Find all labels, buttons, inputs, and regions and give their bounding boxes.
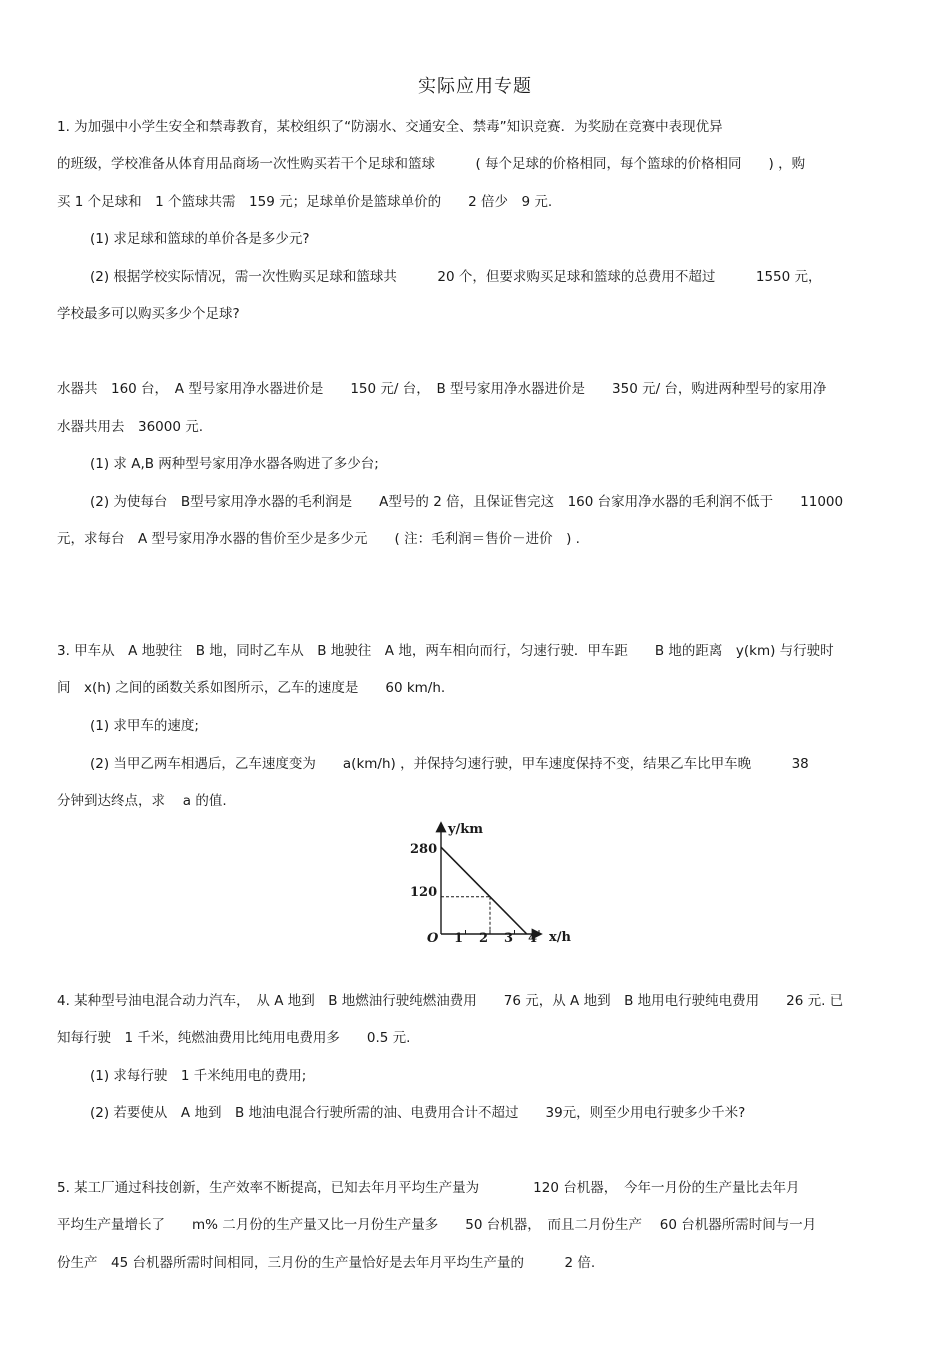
x-tick-label: 4 — [528, 931, 538, 946]
x-axis-label: x/h — [549, 930, 571, 945]
page-title: 实际应用专题 — [418, 76, 532, 97]
q2-part-2: (2) 为使每台 B型号家用净水器的毛利润是 A型号的 2 倍，且保证售完这 160 台家用净水器的毛利润不低于 11000 — [90, 494, 844, 510]
q1-part-2: (2) 根据学校实际情况，需一次性购买足球和篮球共 20 个，但要求购买足球和篮球的总费用不超过 1550 元， — [90, 269, 822, 285]
q2-line-2: 水器共用去 36000 元. — [57, 419, 204, 435]
q4-part-1: (1) 求每行驶 1 千米纯用电的费用; — [90, 1068, 307, 1084]
q4-part-2: (2) 若要使从 A 地到 B 地油电混合行驶所需的油、电费用合计不超过 39元，则至少用电行驶多少千米? — [90, 1105, 746, 1121]
q1-part-2-cont: 学校最多可以购买多少个足球? — [57, 306, 240, 322]
q1-line-1: 1. 为加强中小学生安全和禁毒教育，某校组织了“防溺水、交通安全、禁毒”知识竞赛．为奖励在竞赛中表现优异 — [57, 119, 723, 135]
q4-line-2: 知每行驶 1 千米，纯燃油费用比纯用电费用多 0.5 元. — [57, 1030, 411, 1046]
y-tick-label: 280 — [410, 842, 438, 857]
q4-line-1: 4. 某种型号油电混合动力汽车， 从 A 地到 B 地燃油行驶纯燃油费用 76 元，从 A 地到 B 地用电行驶纯电费用 26 元. 已 — [57, 993, 844, 1009]
q2-line-1: 水器共 160 台， A 型号家用净水器进价是 150 元/ 台， B 型号家用净水器进价是 350 元/ 台，购进两种型号的家用净 — [57, 381, 827, 397]
q3-part-2: (2) 当甲乙两车相遇后，乙车速度变为 a(km/h) ，并保持匀速行驶，甲车速度保持不变，结果乙车比甲车晚 38 — [90, 756, 809, 772]
q2-part-2-cont: 元，求每台 A 型号家用净水器的售价至少是多少元 ( 注：毛利润＝售价－进价 ) . — [57, 531, 580, 547]
distance-time-graph — [406, 818, 576, 946]
q3-part-1: (1) 求甲车的速度; — [90, 718, 199, 734]
x-tick-label: 2 — [479, 931, 489, 946]
q5-line-1: 5. 某工厂通过科技创新，生产效率不断提高，已知去年月平均生产量为 120 台机器， 今年一月份的生产量比去年月 — [57, 1180, 800, 1196]
y-tick-label: 120 — [410, 885, 438, 900]
x-tick-label: 3 — [504, 931, 514, 946]
q2-part-1: (1) 求 A,B 两种型号家用净水器各购进了多少台; — [90, 456, 379, 472]
q5-line-2: 平均生产量增长了 m% 二月份的生产量又比一月份生产量多 50 台机器， 而且二月份生产 60 台机器所需时间与一月 — [57, 1217, 817, 1233]
q5-line-3: 份生产 45 台机器所需时间相同，三月份的生产量恰好是去年月平均生产量的 2 倍. — [57, 1255, 596, 1271]
x-tick-label: 1 — [454, 931, 464, 946]
q1-line-2: 的班级，学校准备从体育用品商场一次性购买若干个足球和篮球 ( 每个足球的价格相同，每个篮球的价格相同 ) ，购 — [57, 156, 806, 172]
q3-line-2: 间 x(h) 之间的函数关系如图所示，乙车的速度是 60 km/h. — [57, 680, 446, 696]
car-jia-distance-line — [441, 847, 527, 934]
q1-line-3: 买 1 个足球和 1 个篮球共需 159 元；足球单价是篮球单价的 2 倍少 9 元. — [57, 194, 553, 210]
origin-label: O — [427, 931, 439, 946]
q3-line-1: 3. 甲车从 A 地驶往 B 地，同时乙车从 B 地驶往 A 地，两车相向而行，匀速行驶．甲车距 B 地的距离 y(km) 与行驶时 — [57, 643, 834, 659]
q3-part-2-cont: 分钟到达终点，求 a 的值. — [57, 793, 227, 809]
y-axis-label: y/km — [448, 822, 484, 837]
q1-part-1: (1) 求足球和篮球的单价各是多少元? — [90, 231, 310, 247]
